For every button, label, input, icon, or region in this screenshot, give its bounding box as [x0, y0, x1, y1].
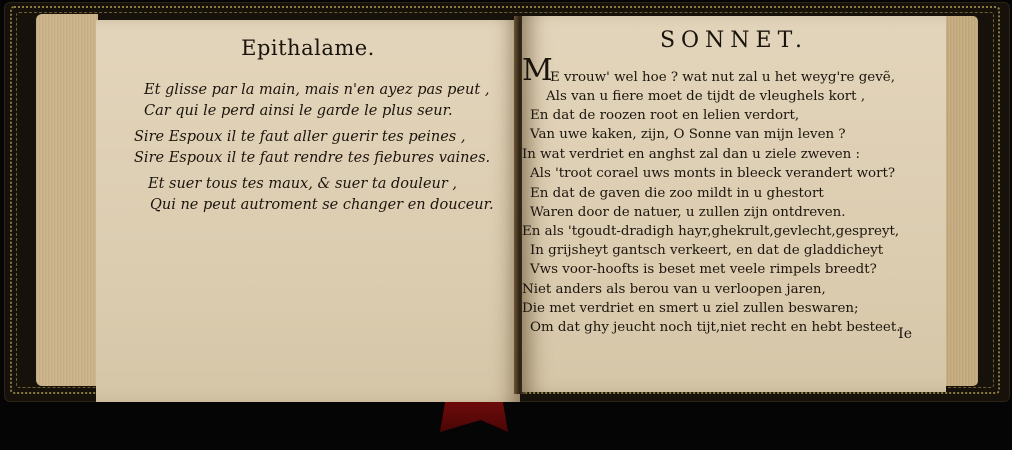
right-running-head: SONNET.	[659, 28, 809, 53]
sonnet-line: Die met verdriet en smert u ziel zullen beswaren;	[522, 301, 859, 316]
verse-line: Et suer tous tes maux, & suer ta douleur ,	[148, 176, 458, 192]
verse-line: Qui ne peut autroment se changer en douceur.	[150, 197, 494, 213]
sonnet-line: Als van u fiere moet de tijdt de vleughels kort ,	[546, 89, 866, 104]
sonnet-line: E vrouw' wel hoe ? wat nut zal u het weyg're gevẽ,	[550, 70, 895, 85]
verse-line: Sire Espoux il te faut aller guerir tes peines ,	[134, 129, 466, 145]
verse-line: Sire Espoux il te faut rendre tes fiebures vaines.	[134, 150, 491, 166]
drop-cap: M	[522, 53, 553, 88]
sonnet-line: Waren door de natuer, u zullen zijn ontdreven.	[530, 205, 846, 220]
right-page	[522, 16, 946, 392]
left-running-head: Epithalame.	[241, 36, 375, 60]
sonnet-line: Vws voor-hoofts is beset met veele rimpels breedt?	[530, 262, 877, 277]
sonnet-line: En dat de roozen root en lelien verdort,	[530, 108, 800, 123]
sonnet-line: Als 'troot corael uws monts in bleeck verandert wort?	[530, 166, 896, 181]
left-page	[96, 20, 520, 402]
verse-line: Car qui le perd ainsi le garde le plus seur.	[144, 103, 453, 119]
right-page-block-edge	[944, 16, 978, 386]
sonnet-line: In wat verdriet en anghst zal dan u ziele zweven :	[522, 147, 861, 162]
sonnet-line: Niet anders als berou van u verloopen jaren,	[522, 282, 826, 297]
sonnet-line: En dat de gaven die zoo mildt in u ghestort	[530, 186, 824, 201]
sonnet-line: En als 'tgoudt-dradigh hayr,ghekrult,gevlecht,gespreyt,	[522, 224, 900, 239]
left-page-block-edge	[36, 14, 98, 386]
sonnet-line: Van uwe kaken, zijn, O Sonne van mijn leven ?	[530, 127, 846, 142]
sonnet-line: In grijsheyt gantsch verkeert, en dat de gladdicheyt	[530, 243, 884, 258]
catchword: Ie	[898, 326, 912, 342]
sonnet-line: Om dat ghy jeucht noch tijt,niet recht en hebt besteet.	[530, 320, 901, 335]
verse-line: Et glisse par la main, mais n'en ayez pas peut ,	[144, 82, 490, 98]
